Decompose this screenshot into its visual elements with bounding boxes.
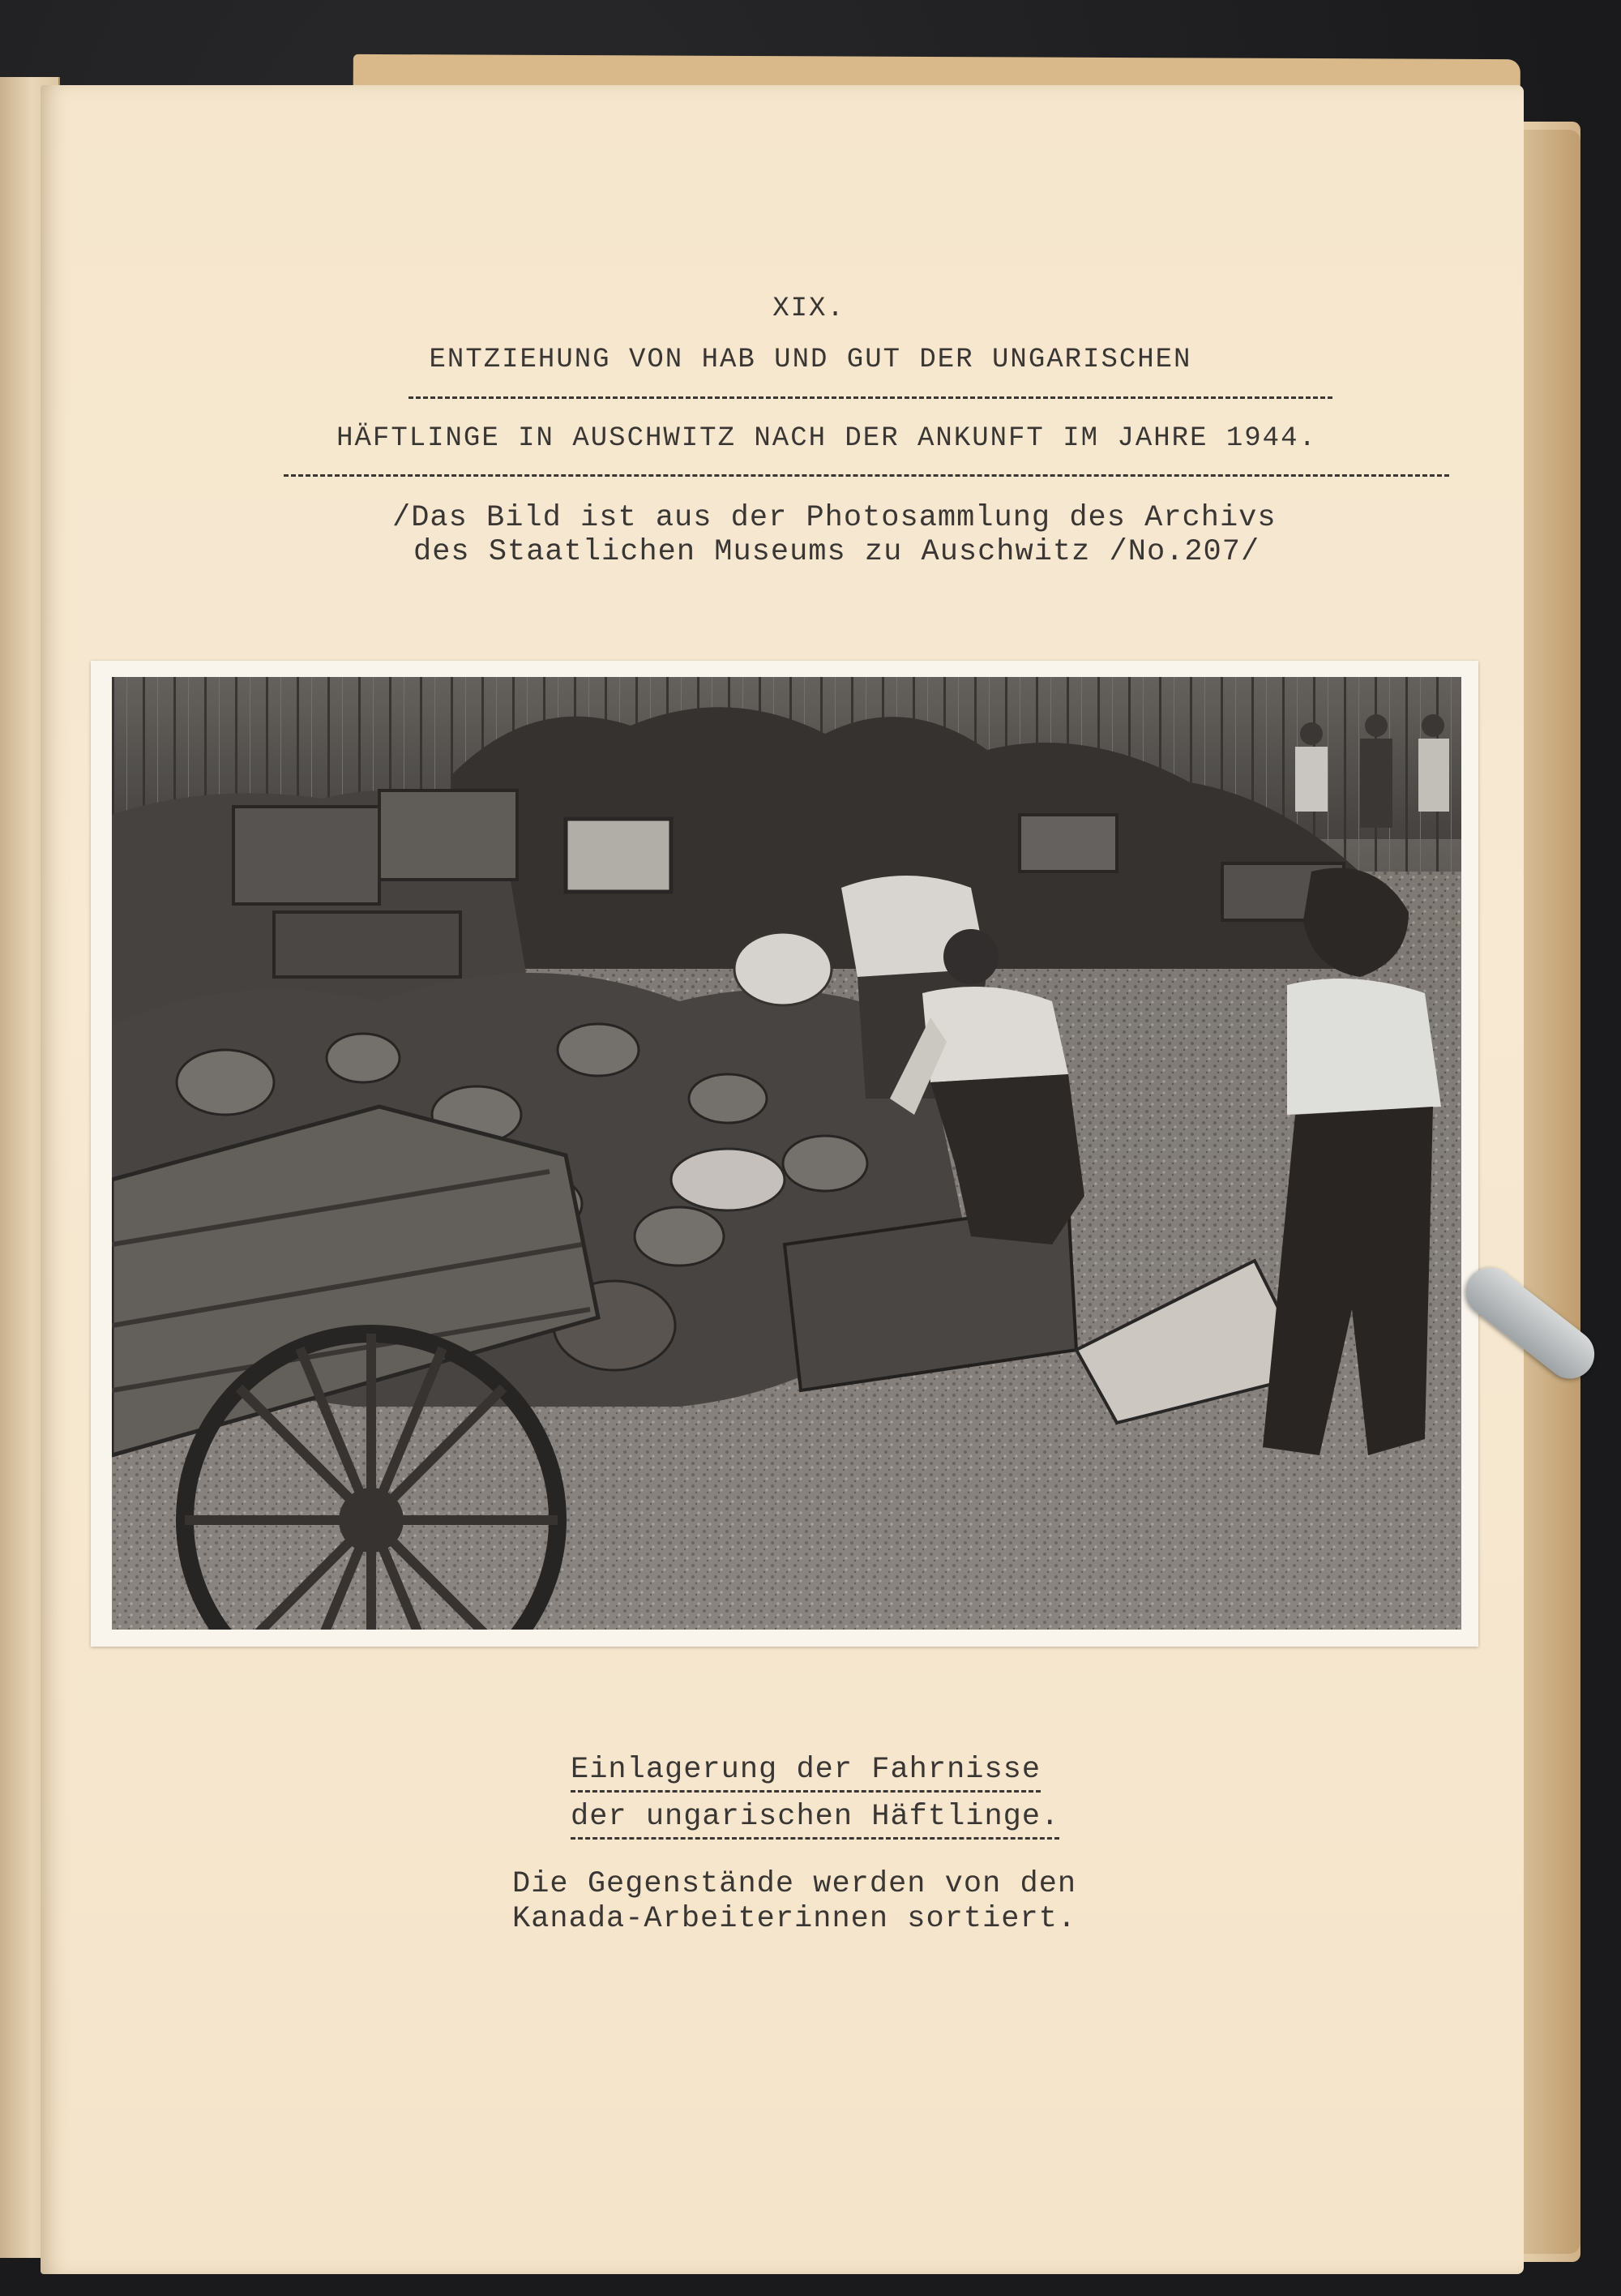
section-number: XIX. <box>772 293 845 324</box>
source-note-line-2: des Staatlichen Museums zu Auschwitz /No.207/ <box>413 535 1260 569</box>
photo-illustration <box>112 677 1461 1630</box>
caption-text-line-1: Die Gegenstände werden von den <box>512 1867 1077 1901</box>
title-underline-1 <box>408 396 1332 399</box>
caption-text-line-2: Kanada-Arbeiterinnen sortiert. <box>512 1902 1077 1936</box>
photo-mount <box>91 661 1478 1647</box>
source-note-line-1: /Das Bild ist aus der Photosammlung des Archivs <box>392 501 1277 535</box>
title-line-2: HÄFTLINGE IN AUSCHWITZ NACH DER ANKUNFT IM JAHRE 1944. <box>336 423 1317 454</box>
title-underline-2 <box>284 474 1449 477</box>
title-line-1: ENTZIEHUNG VON HAB UND GUT DER UNGARISCHEN <box>429 345 1192 375</box>
caption-title-line-1: Einlagerung der Fahrnisse <box>571 1753 1041 1793</box>
caption-title-line-2: der ungarischen Häftlinge. <box>571 1800 1059 1840</box>
archival-photograph <box>112 677 1461 1630</box>
